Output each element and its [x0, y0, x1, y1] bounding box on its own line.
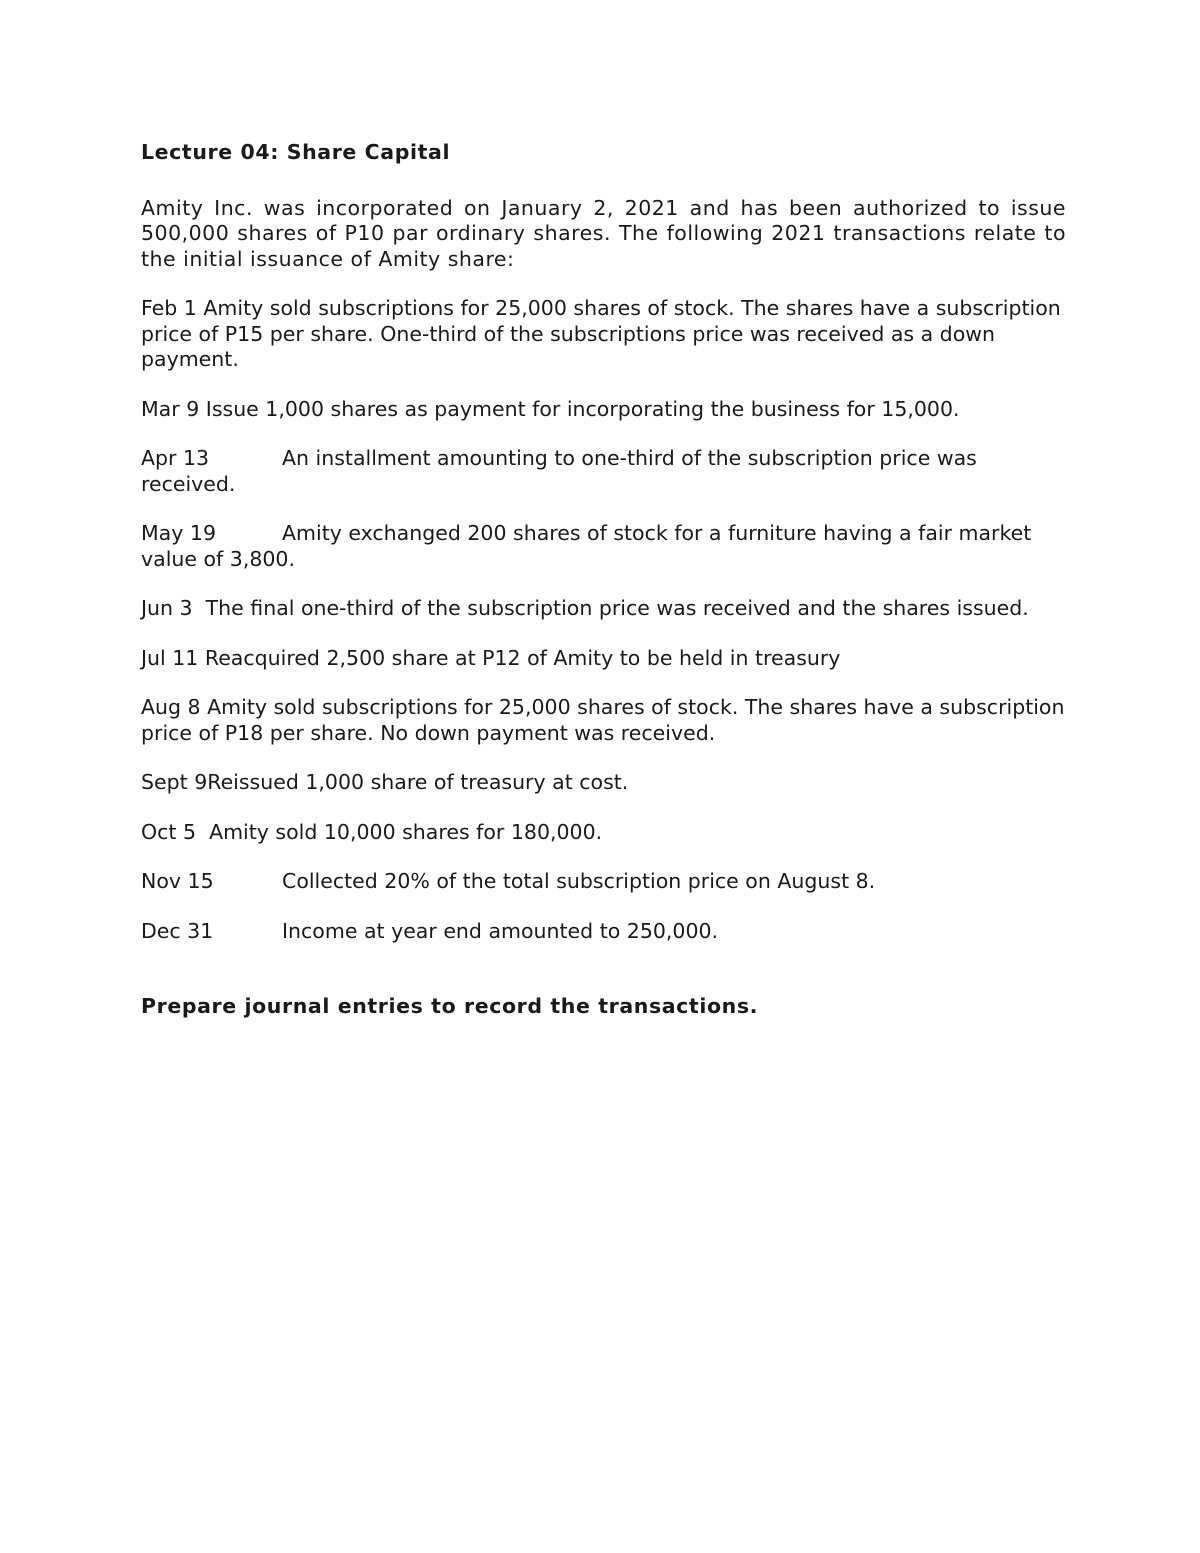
transaction-entry	[141, 521, 1066, 572]
transaction-text: Amity exchanged 200 shares of stock for a furniture having a fair market value of 3,800.	[141, 521, 1032, 571]
transaction-date: Sept 9	[141, 770, 208, 794]
transaction-text: Reacquired 2,500 share at P12 of Amity to be held in treasury	[204, 645, 841, 670]
transaction-entry	[141, 919, 1066, 945]
transaction-entry	[141, 646, 1066, 672]
document-page	[141, 140, 1066, 1040]
transaction-entry	[141, 296, 1066, 373]
transaction-entry	[141, 446, 1066, 497]
intro-paragraph: Amity Inc. was incorporated on January 2, 2021 and has been authorized to issue 500,000 shares of P10 par ordinary shares. The following 2021 transactions relate to the initial issuance of Amity share:	[141, 195, 1066, 271]
document-title: Lecture 04: Share Capital	[141, 140, 451, 164]
transaction-text: Amity sold subscriptions for 25,000 shares of stock. The shares have a subscription price of P18 per share. No down payment was received.	[141, 695, 1065, 745]
transaction-date: Mar 9	[141, 396, 200, 421]
transaction-date: May 19	[141, 521, 216, 545]
transaction-entry	[141, 596, 1066, 622]
transaction-text: Issue 1,000 shares as payment for incorporating the business for 15,000.	[205, 396, 960, 421]
transaction-entry	[141, 397, 1066, 423]
transaction-entry	[141, 820, 1066, 846]
instruction-text: Prepare journal entries to record the transactions.	[141, 994, 759, 1018]
transaction-entry	[141, 869, 1066, 895]
transaction-text: Amity sold 10,000 shares for 180,000.	[209, 819, 603, 844]
transaction-entry	[141, 770, 1066, 796]
transaction-text: Collected 20% of the total subscription price on August 8.	[282, 869, 876, 893]
transaction-date: Dec 31	[141, 918, 214, 943]
transaction-text: The final one-third of the subscription price was received and the shares issued.	[205, 596, 1029, 620]
transaction-text: An installment amounting to one-third of the subscription price was received.	[141, 446, 977, 496]
transaction-date: Apr 13	[141, 446, 210, 470]
transaction-date: Jul 11	[141, 645, 199, 670]
transaction-date: Nov 15	[141, 869, 214, 893]
transaction-date: Oct 5	[141, 819, 197, 844]
transaction-text: Reissued 1,000 share of treasury at cost.	[207, 770, 629, 794]
transaction-date: Jun 3	[141, 596, 193, 620]
transaction-date: Feb 1	[141, 296, 197, 320]
transaction-date: Aug 8	[141, 695, 201, 719]
transaction-text: Income at year end amounted to 250,000.	[282, 918, 719, 943]
transaction-entry	[141, 695, 1066, 746]
transaction-text: Amity sold subscriptions for 25,000 shares of stock. The shares have a subscription price of P15 per share. One-third of the subscriptions price was received as a down payment.	[141, 296, 1061, 371]
